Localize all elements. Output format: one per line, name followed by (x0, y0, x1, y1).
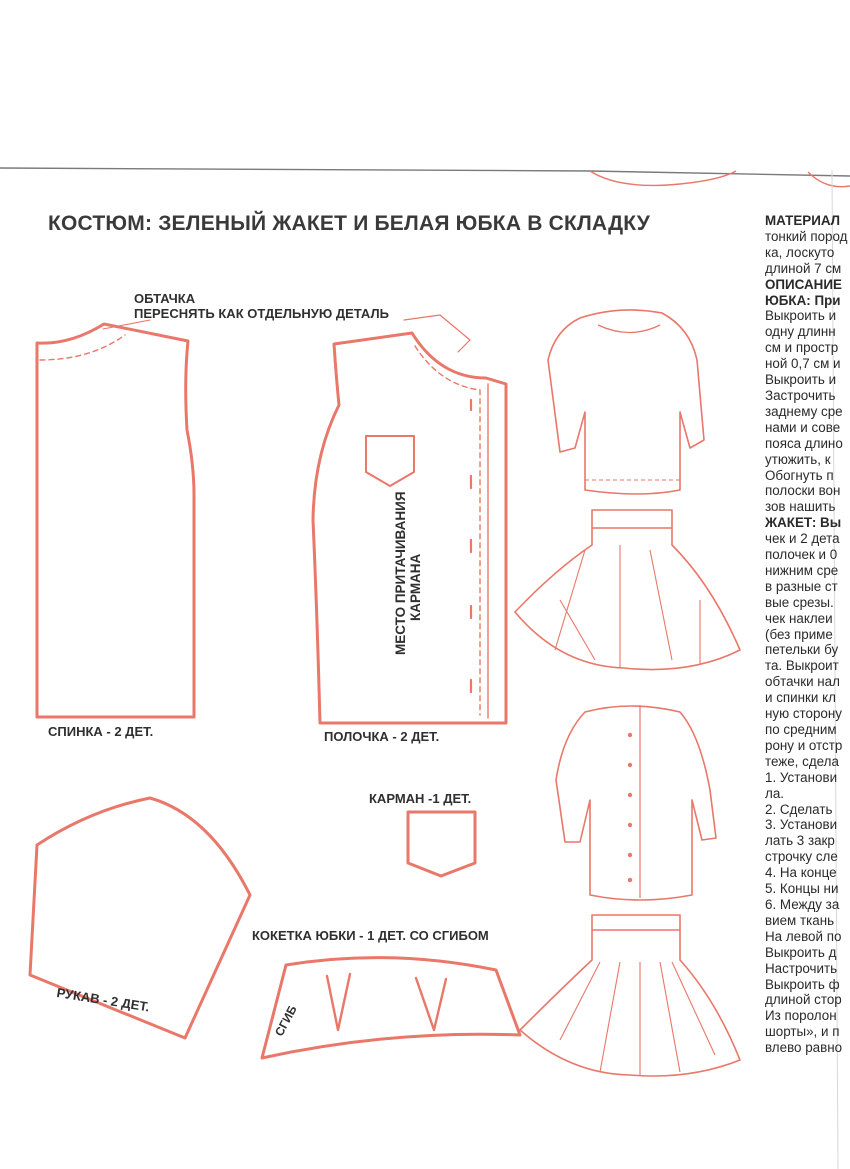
instructions-line: ла. (765, 785, 784, 801)
instructions-line: обтачки нал (765, 674, 840, 690)
instructions-line: Выкроить и (765, 308, 837, 324)
instructions-line: длиной 7 см (765, 260, 842, 276)
instructions-line: полоски вон (765, 483, 841, 499)
instructions-line: нижним сре (765, 562, 839, 578)
sketch-jacket-front (548, 310, 704, 494)
fold-label: СГИБ (272, 1003, 300, 1039)
instructions-line: заднему сре (765, 403, 843, 419)
instructions-line: в разные ст (765, 578, 838, 594)
sketch-jacket-back (556, 706, 716, 900)
instructions-line: 3. Установи (765, 817, 838, 833)
instructions-line: по средним (765, 722, 837, 737)
sketch-skirt-front (515, 510, 740, 670)
pocket-place-label-1: МЕСТО ПРИТАЧИВАНИЯ (393, 491, 408, 655)
instructions-line: пояса длино (765, 435, 843, 451)
instructions-line: одну длинн (765, 324, 836, 340)
instructions-line: ЮБКА: При (765, 292, 841, 308)
instructions-line: 2. Сделать (765, 801, 833, 817)
instructions-line: петельки бу (765, 642, 839, 658)
instructions-line: тонкий пород (765, 228, 848, 244)
instructions-line: см и простр (765, 340, 839, 356)
instructions-line: строчку сле (765, 849, 838, 865)
instructions-line: Застрочить (765, 387, 836, 403)
instructions-line: вые срезы. (765, 594, 834, 610)
instructions-line: чек наклеи (765, 610, 833, 626)
instructions-line: полочек и 0 (765, 547, 838, 563)
instructions-line: и спинки кл (765, 690, 836, 706)
instructions-line: шорты», и п (765, 1024, 840, 1040)
instructions-line: теже, сдела (765, 753, 839, 769)
instructions-line: длиной стор (765, 992, 842, 1008)
sketch-buttons (628, 733, 632, 882)
instructions-line: Из поролон (765, 1008, 837, 1024)
back-label: СПИНКА - 2 ДЕТ. (48, 724, 154, 739)
instructions-line: та. Выкроит (765, 658, 839, 674)
sleeve-label: РУКАВ - 2 ДЕТ. (55, 985, 151, 1015)
instructions-line: зов нашить (765, 499, 836, 515)
instructions-line: (без приме (765, 626, 833, 642)
instructions-line: Выкроить и (765, 372, 837, 388)
instructions-line: 4. На конце (765, 865, 837, 881)
yoke-label: КОКЕТКА ЮБКИ - 1 ДЕТ. СО СГИБОМ (252, 928, 489, 943)
pocket-label: КАРМАН -1 ДЕТ. (369, 791, 472, 806)
instructions-line: нами и сове (765, 419, 841, 435)
instructions-line: ЖАКЕТ: Вы (765, 515, 842, 531)
instructions-line: 5. Концы ни (765, 881, 839, 897)
instructions-line: Обогнуть п (765, 467, 834, 483)
facing-label-1: ОБТАЧКА (134, 291, 196, 306)
instructions-line: Настрочить (765, 960, 838, 976)
page-title: КОСТЮМ: ЗЕЛЕНЫЙ ЖАКЕТ И БЕЛАЯ ЮБКА В СКЛАДКУ (48, 212, 651, 235)
facing-label-2: ПЕРЕСНЯТЬ КАК ОТДЕЛЬНУЮ ДЕТАЛЬ (134, 306, 389, 321)
pocket-place-label (393, 455, 433, 655)
instructions-line: Выкроить ф (765, 976, 840, 992)
sketch-skirt-back (520, 915, 740, 1076)
instructions-line: лать 3 закр (765, 833, 835, 849)
instructions-line: ка, лоскуто (765, 244, 835, 260)
instructions-line: 6. Между за (765, 896, 840, 912)
instructions-line: Выкроить д (765, 944, 837, 960)
instructions-line: утюжить, к (765, 451, 831, 467)
pocket-place-label-2: КАРМАНА (408, 553, 423, 621)
instructions-column (765, 213, 850, 1056)
instructions-line: МАТЕРИАЛ (765, 213, 841, 228)
instructions-line: ОПИСАНИЕ (765, 276, 842, 292)
watermark: Aleks2 • Бэйбики • babiki.ru (707, 1154, 844, 1166)
instructions-line: 1. Установи (765, 769, 838, 785)
instructions-line: ную сторону (765, 706, 842, 722)
instructions-line: чек и 2 дета (765, 531, 840, 547)
front-label: ПОЛОЧКА - 2 ДЕТ. (324, 729, 440, 744)
instructions-line: ной 0,7 см и (765, 356, 841, 372)
instructions-line: влево равно (765, 1040, 843, 1056)
instructions-line: вием ткань (765, 912, 835, 928)
instructions-line: рону и отстр (765, 737, 843, 753)
instructions-line: На левой по (765, 928, 842, 944)
